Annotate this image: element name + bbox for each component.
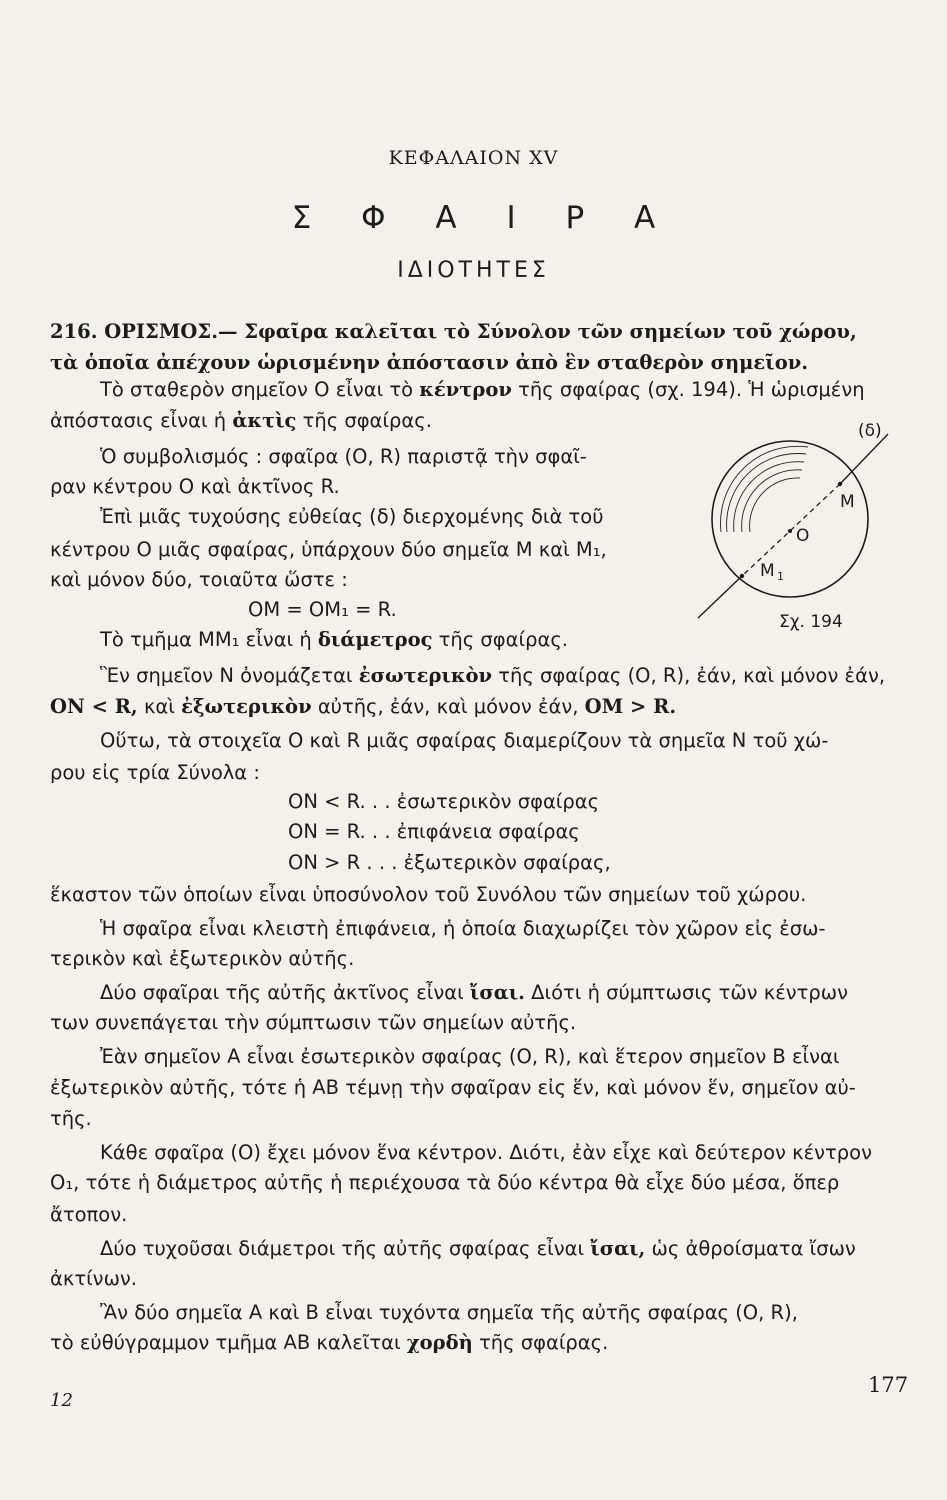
- text-span: τῆς σφαίρας.: [479, 1331, 609, 1354]
- paragraph-line: [50, 408, 432, 434]
- term-radius: ἀκτὶς: [232, 409, 297, 432]
- term-chord: χορδὴ: [406, 1331, 473, 1354]
- paragraph-line: [100, 377, 865, 403]
- shading-arc: [727, 454, 806, 532]
- paragraph-line: Ἂν δύο σημεῖα Α καὶ Β εἶναι τυχόντα σημεῖα τῆς αὐτῆς σφαίρας (Ο, R),: [100, 1301, 798, 1324]
- paragraph-line: Κάθε σφαῖρα (Ο) ἔχει μόνον ἕνα κέντρον. Διότι, ἐὰν εἶχε καὶ δεύτερον κέντρον: [100, 1141, 872, 1164]
- text-span: Δύο τυχοῦσαι διάμετροι τῆς αὐτῆς σφαίρας εἶναι: [100, 1237, 585, 1260]
- text-span: τῆς σφαίρας (Ο, R), ἐάν, καὶ μόνον ἐάν,: [498, 664, 886, 687]
- text-span: ὡς ἀθροίσματα ἴσων: [651, 1237, 856, 1260]
- term-equal-diameters: ἴσαι,: [590, 1237, 646, 1260]
- paragraph-line: των συνεπάγεται τὴν σύμπτωσιν τῶν σημείων αὐτῆς.: [50, 1011, 577, 1034]
- term-exterior: ἐξωτερικὸν: [181, 695, 312, 718]
- term-center: κέντρον: [419, 378, 512, 401]
- paragraph-line: [100, 1236, 856, 1262]
- text-span: τῆς σφαίρας.: [438, 628, 568, 651]
- paragraph-line: καὶ μόνον δύο, τοιαῦτα ὥστε :: [50, 568, 348, 591]
- chapter-heading: ΚΕΦΑΛΑΙΟΝ XV: [388, 147, 559, 169]
- term-interior: ἐσωτερικὸν: [358, 664, 493, 687]
- point-m-label: Μ: [840, 492, 855, 512]
- point-o-label: Ο: [796, 526, 810, 546]
- paragraph-line: Ἡ σφαῖρα εἶναι κλειστὴ ἐπιφάνεια, ἡ ὁποία διαχωρίζει τὸν χῶρον εἰς ἐσω-: [100, 917, 826, 940]
- paragraph-line: Ἐπὶ μιᾶς τυχούσης εὐθείας (δ) διερχομένης διὰ τοῦ: [100, 505, 604, 528]
- shading-arc: [742, 470, 802, 532]
- point-m1-label: Μ: [760, 561, 775, 581]
- chapter-title: Σ Φ Α Ι Ρ Α: [291, 200, 676, 236]
- text-span: καὶ: [143, 695, 175, 718]
- paragraph-line: Ἐὰν σημεῖον Α εἶναι ἐσωτερικὸν σφαίρας (Ο, R), καὶ ἕτερον σημεῖον Β εἶναι: [100, 1045, 840, 1068]
- paragraph-line: τῆς.: [50, 1107, 92, 1130]
- paragraph-line: ἀκτίνων.: [50, 1267, 137, 1290]
- condition-interior: ΟΝ < R,: [50, 695, 138, 718]
- line-delta-label: (δ): [858, 421, 882, 441]
- sphere-figure: [690, 404, 915, 636]
- text-span: Τὸ τμῆμα ΜΜ₁ εἶναι ἡ: [100, 628, 312, 651]
- definition-line-2: τὰ ὁποῖα ἀπέχουν ὡρισμένην ἀπόστασιν ἀπὸ ἓν σταθερὸν σημεῖον.: [50, 351, 809, 374]
- point-m1-subscript: 1: [777, 570, 784, 583]
- paragraph-line: [100, 980, 848, 1006]
- text-span: Ἓν σημεῖον Ν ὀνομάζεται: [100, 664, 353, 687]
- shading-arc: [750, 478, 800, 532]
- paragraph-line: ρου εἰς τρία Σύνολα :: [50, 761, 260, 784]
- text-span: Δύο σφαῖραι τῆς αὐτῆς ἀκτῖνος εἶναι: [100, 981, 464, 1004]
- text-span: Διότι ἡ σύμπτωσις τῶν κέντρων: [531, 981, 849, 1004]
- term-diameter: διάμετρος: [317, 628, 433, 651]
- paragraph-line: Οὕτω, τὰ στοιχεῖα Ο καὶ R μιᾶς σφαίρας διαμερίζουν τὰ σημεῖα Ν τοῦ χώ-: [100, 729, 829, 752]
- paragraph-line: Ο₁, τότε ἡ διάμετρος αὐτῆς ἡ περιέχουσα τὰ δύο κέντρα θὰ εἶχε δύο μέσα, ὅπερ: [50, 1171, 840, 1194]
- paragraph-line: ἕκαστον τῶν ὁποίων εἶναι ὑποσύνολον τοῦ Συνόλου τῶν σημείων τοῦ χώρου.: [50, 883, 807, 906]
- paragraph-line: Ὁ συμβολισμός : σφαῖρα (Ο, R) παριστᾷ τὴν σφαῖ-: [100, 445, 587, 468]
- shading-arc: [734, 462, 804, 532]
- point-o-dot: [788, 529, 792, 533]
- sphere-outline: [712, 441, 868, 597]
- paragraph-line: [50, 694, 676, 720]
- paragraph-line: ἄτοπον.: [50, 1203, 128, 1226]
- set-surface: ΟΝ = R. . . ἐπιφάνεια σφαίρας: [288, 820, 580, 843]
- equation-radius: ΟΜ = ΟΜ₁ = R.: [248, 598, 397, 621]
- page-number: 177: [868, 1373, 909, 1397]
- term-equal: ἴσαι.: [469, 981, 525, 1004]
- paragraph-line: κέντρου Ο μιᾶς σφαίρας, ὑπάρχουν δύο σημεῖα Μ καὶ Μ₁,: [50, 538, 607, 561]
- text-span: τῆς σφαίρας (σχ. 194). Ἡ ὡρισμένη: [518, 378, 865, 401]
- line-delta-outer-top: [840, 434, 888, 484]
- point-m1-dot: [740, 574, 744, 578]
- text-span: Τὸ σταθερὸν σημεῖον Ο εἶναι τὸ: [100, 378, 414, 401]
- figure-caption: Σχ. 194: [779, 612, 843, 632]
- paragraph-line: [50, 1330, 608, 1356]
- paragraph-line: ἐξωτερικὸν αὐτῆς, τότε ἡ ΑΒ τέμνῃ τὴν σφαῖραν εἰς ἕν, καὶ μόνον ἕν, σημεῖον αὐ-: [50, 1076, 856, 1099]
- point-m-dot: [838, 482, 842, 486]
- paragraph-line: [100, 663, 885, 689]
- text-span: ἀπόστασις εἶναι ἡ: [50, 409, 227, 432]
- line-delta-outer-bottom: [698, 576, 742, 618]
- set-interior: ΟΝ < R. . . ἐσωτερικὸν σφαίρας: [288, 790, 600, 813]
- text-span: αὐτῆς, ἐάν, καὶ μόνον ἐάν,: [317, 695, 579, 718]
- text-span: τῆς σφαίρας.: [302, 409, 432, 432]
- paragraph-line: ραν κέντρου Ο καὶ ἀκτῖνος R.: [50, 475, 340, 498]
- condition-exterior: ΟΜ > R.: [584, 695, 677, 718]
- set-exterior: ΟΝ > R . . . ἐξωτερικὸν σφαίρας,: [288, 851, 611, 874]
- section-subtitle: ΙΔΙΟΤΗΤΕΣ: [397, 258, 550, 283]
- paragraph-line: [100, 627, 568, 653]
- paragraph-line: τερικὸν καὶ ἐξωτερικὸν αὐτῆς.: [50, 947, 355, 970]
- definition-line-1: 216. ΟΡΙΣΜΟΣ.— Σφαῖρα καλεῖται τὸ Σύνολον τῶν σημείων τοῦ χώρου,: [50, 320, 857, 343]
- signature-mark: 12: [50, 1390, 73, 1411]
- text-span: τὸ εὐθύγραμμον τμῆμα ΑΒ καλεῖται: [50, 1331, 401, 1354]
